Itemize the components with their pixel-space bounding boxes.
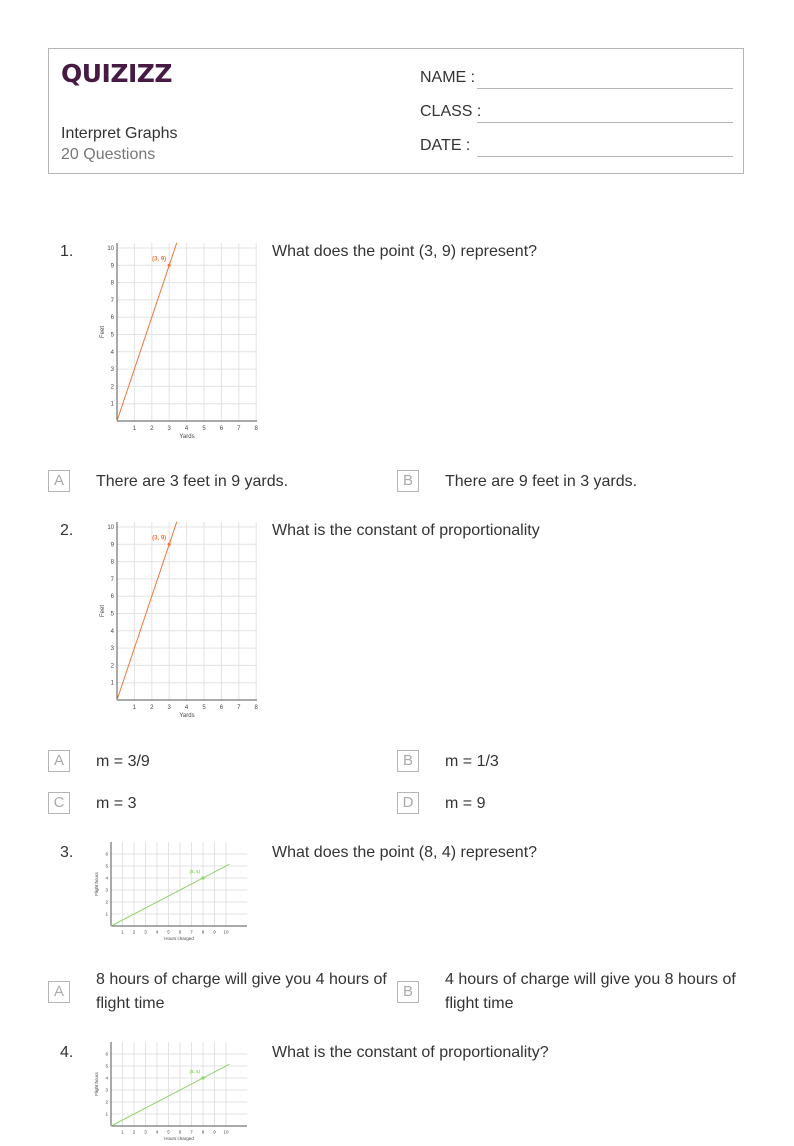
question-4-number: 4.	[60, 1044, 74, 1061]
x-tick-label: 6	[219, 426, 224, 432]
y-tick-label: 8	[110, 280, 114, 287]
data-line	[117, 522, 177, 700]
y-tick-label: 2	[110, 663, 114, 670]
x-tick-label: 7	[237, 426, 241, 432]
y-tick-label: 10	[107, 246, 114, 252]
x-tick-label: 8	[201, 929, 205, 935]
x-tick-label: 5	[167, 1129, 170, 1135]
y-axis-label: Flight hours	[94, 872, 99, 896]
date-line[interactable]	[477, 156, 733, 157]
x-tick-label: 1	[121, 929, 124, 935]
x-tick-label: 2	[132, 929, 136, 935]
question-3-text: What does the point (8, 4) represent?	[272, 844, 538, 861]
x-tick-label: 10	[223, 929, 229, 935]
y-tick-label: 5	[110, 332, 114, 339]
x-tick-label: 4	[184, 705, 189, 711]
data-point	[168, 264, 171, 267]
x-tick-label: 3	[167, 705, 171, 711]
x-tick-label: 1	[132, 426, 137, 432]
x-tick-label: 4	[155, 1129, 159, 1135]
x-axis-label: Yards	[179, 434, 195, 440]
quizizz-logo: QUIZIZZ	[61, 59, 173, 88]
y-tick-label: 6	[105, 851, 108, 857]
x-tick-label: 5	[167, 929, 170, 935]
x-tick-label: 5	[202, 705, 206, 711]
q1-option-a-text[interactable]: There are 3 feet in 9 yards.	[96, 473, 289, 490]
question-1-text: What does the point (3, 9) represent?	[272, 243, 538, 260]
date-label: DATE :	[420, 137, 471, 154]
question-count: 20 Questions	[61, 146, 156, 163]
y-tick-label: 5	[105, 863, 108, 869]
y-tick-label: 2	[105, 899, 108, 905]
q1-option-b-letter[interactable]: B	[397, 470, 419, 492]
y-tick-label: 3	[110, 367, 114, 374]
x-tick-label: 3	[144, 929, 147, 935]
y-tick-label: 2	[110, 384, 114, 391]
x-tick-label: 8	[254, 705, 258, 711]
y-tick-label: 7	[110, 576, 114, 583]
question-4-text: What is the constant of proportionality?	[272, 1044, 549, 1061]
question-2-text: What is the constant of proportionality	[272, 522, 540, 539]
data-point-label: (3, 9)	[152, 256, 167, 263]
y-tick-label: 1	[105, 911, 108, 917]
q1-option-b-text[interactable]: There are 9 feet in 3 yards.	[445, 473, 638, 490]
question-1-number: 1.	[60, 243, 74, 260]
y-tick-label: 5	[105, 1063, 108, 1069]
class-label: CLASS :	[420, 103, 482, 120]
data-point-label: (8, 4)	[189, 1069, 200, 1074]
x-tick-label: 8	[201, 1129, 205, 1135]
x-tick-label: 2	[150, 705, 154, 711]
q2-option-a-text[interactable]: m = 3/9	[96, 753, 150, 770]
y-tick-label: 9	[110, 263, 114, 270]
y-axis-label: Flight hours	[94, 1072, 99, 1096]
x-tick-label: 7	[237, 705, 241, 711]
data-line	[117, 243, 177, 421]
x-tick-label: 6	[178, 1129, 182, 1135]
data-line	[111, 1064, 229, 1126]
data-point	[168, 543, 171, 546]
x-tick-label: 2	[132, 1129, 136, 1135]
y-tick-label: 3	[105, 887, 108, 893]
q2-option-d-letter[interactable]: D	[397, 792, 419, 814]
y-tick-label: 7	[110, 297, 114, 304]
x-tick-label: 9	[213, 929, 216, 935]
q3-option-a-text[interactable]: 8 hours of charge will give you 4 hours of flight time	[96, 971, 387, 1012]
worksheet-header	[48, 48, 744, 174]
y-tick-label: 4	[110, 349, 114, 356]
y-tick-label: 2	[105, 1099, 108, 1105]
x-axis-label: Hours charged	[164, 1136, 194, 1141]
x-tick-label: 7	[190, 929, 193, 935]
q2-option-c-letter[interactable]: C	[48, 792, 70, 814]
y-axis-label: Feet	[100, 604, 106, 618]
y-tick-label: 6	[105, 1051, 108, 1057]
x-tick-label: 4	[184, 426, 189, 432]
question-3-number: 3.	[60, 844, 74, 861]
y-tick-label: 6	[110, 315, 114, 322]
data-point-label: (3, 9)	[152, 535, 167, 542]
x-tick-label: 2	[150, 426, 154, 432]
x-tick-label: 4	[155, 929, 159, 935]
x-tick-label: 5	[202, 426, 206, 432]
q2-option-a-letter[interactable]: A	[48, 750, 70, 772]
x-tick-label: 6	[219, 705, 224, 711]
y-tick-label: 10	[107, 525, 114, 531]
x-axis-label: Yards	[179, 713, 195, 719]
y-tick-label: 4	[105, 1075, 108, 1081]
x-tick-label: 3	[144, 1129, 147, 1135]
x-tick-label: 7	[190, 1129, 193, 1135]
name-label: NAME :	[420, 69, 476, 86]
question-2-number: 2.	[60, 522, 74, 539]
x-tick-label: 10	[223, 1129, 229, 1135]
y-tick-label: 3	[105, 1087, 108, 1093]
data-point	[201, 876, 204, 879]
x-tick-label: 3	[167, 426, 171, 432]
y-tick-label: 5	[110, 611, 114, 618]
data-point	[201, 1076, 204, 1079]
q2-option-b-letter[interactable]: B	[397, 750, 419, 772]
x-axis-label: Hours charged	[164, 936, 194, 941]
x-tick-label: 8	[254, 426, 258, 432]
y-tick-label: 1	[110, 401, 114, 408]
question-4-graph	[96, 1038, 251, 1146]
x-tick-label: 6	[178, 929, 182, 935]
question-2-graph	[96, 517, 261, 725]
data-point-label: (8, 4)	[189, 869, 200, 874]
y-tick-label: 6	[110, 594, 114, 601]
data-line	[111, 864, 229, 926]
q3-option-b-text[interactable]: 4 hours of charge will give you 8 hours of flight time	[445, 971, 736, 1012]
x-tick-label: 9	[213, 1129, 216, 1135]
y-tick-label: 4	[110, 628, 114, 635]
y-tick-label: 3	[110, 646, 114, 653]
q2-option-c-text[interactable]: m = 3	[96, 795, 137, 812]
y-tick-label: 1	[105, 1111, 108, 1117]
question-3-graph	[96, 838, 251, 946]
q3-option-a-letter[interactable]: A	[48, 981, 70, 1003]
y-tick-label: 8	[110, 559, 114, 566]
x-tick-label: 1	[121, 1129, 124, 1135]
name-line[interactable]	[477, 88, 733, 89]
question-1-graph	[96, 238, 261, 446]
q3-option-b-letter[interactable]: B	[397, 981, 419, 1003]
y-tick-label: 1	[110, 680, 114, 687]
q1-option-a-letter[interactable]: A	[48, 470, 70, 492]
y-tick-label: 4	[105, 875, 108, 881]
class-line[interactable]	[477, 122, 733, 123]
worksheet-title: Interpret Graphs	[61, 125, 178, 142]
q2-option-d-text[interactable]: m = 9	[445, 795, 486, 812]
y-tick-label: 9	[110, 542, 114, 549]
q2-option-b-text[interactable]: m = 1/3	[445, 753, 499, 770]
y-axis-label: Feet	[100, 325, 106, 339]
x-tick-label: 1	[132, 705, 137, 711]
